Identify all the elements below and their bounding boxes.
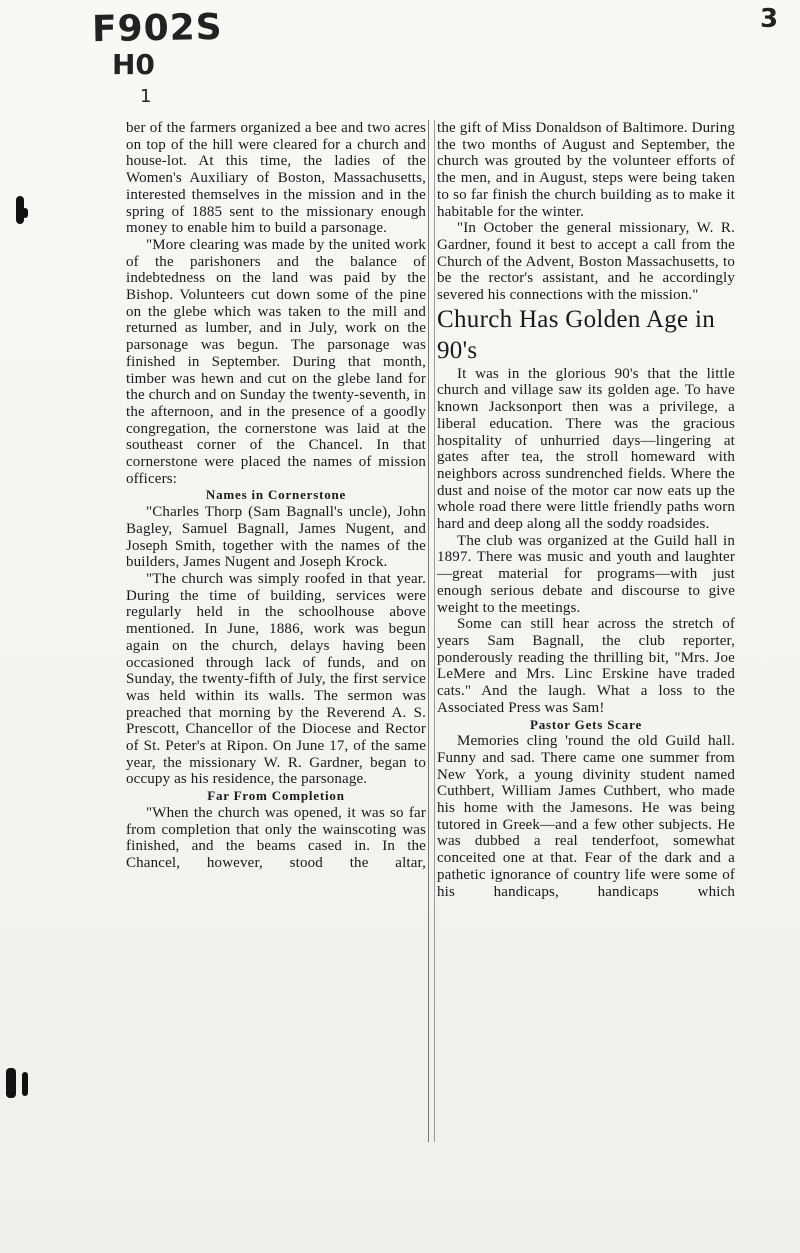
article-column-left <box>126 120 429 1142</box>
section-subhead: Pastor Gets Scare <box>529 716 643 732</box>
section-subhead: Names in Cornerstone <box>205 487 347 503</box>
section-subhead: Far From Completion <box>207 788 345 804</box>
article-paragraph: ber of the farmers organized a bee and two acres on top of the hill were cleared for a church and house-lot. At this time, the ladies of the Women's Auxiliary of Boston, Massachusetts, interested themselves in the mission and in the spring of 1885 sent to the missionary enough money to enable him to build a parsonage. <box>126 120 426 237</box>
article-paragraph: Memories cling 'round the old Guild hall. Funny and sad. There came one summer from New York, a young divinity student named Cuthbert, William James Cuthbert, who made his home with the Jamesons. He was being tutored in Greek—and a few other subjects. He was dubbed a real tenderfoot, somewhat conceited one at that. Fear of the dark and a pathetic ignorance of country life were some of his handicaps, handicaps which <box>437 733 735 900</box>
article-paragraph: "In October the general missionary, W. R. Gardner, found it best to accept a call from the Church of the Advent, Boston Massachusetts, to be the rector's assistant, and he accordingly severed his connections with the mission." <box>437 220 735 304</box>
article-headline: Church Has Golden Age in 90's <box>437 305 715 364</box>
sub-code-annotation: H0 <box>112 48 155 81</box>
item-number-annotation: 1 <box>140 86 152 107</box>
article-paragraph: "More clearing was made by the united work of the parishoners and the balance of indebtedness on the land was paid by the Bishop. Volunteers cut down some of the pine on the glebe which was taken to the mill and returned as lumber, and in July, work on the parsonage was begun. The parsonage was finished in September. During that month, timber was hewn and cut on the glebe land for the church and on Sunday the twenty-seventh, in the afternoon, and in the presence of a goodly congregation, the cornerstone was laid at the southeast corner of the Chancel. In that cornerstone were placed the names of mission officers: <box>126 236 426 487</box>
binding-mark-top-2 <box>22 208 28 218</box>
article-paragraph: The club was organized at the Guild hall in 1897. There was music and youth and laughter—great material for programs—with just enough serious debate and discourse to give weight to the meetings. <box>437 532 735 616</box>
binding-mark-bottom-2 <box>22 1072 28 1096</box>
article-column-right <box>434 120 735 1142</box>
page-number-annotation: 3 <box>760 4 779 34</box>
article-paragraph: the gift of Miss Donaldson of Baltimore. During the two months of August and September, the church was grouted by the volunteer efforts of the men, and in August, steps were being taken to so far finish the church building as to make it habitable for the winter. <box>437 120 735 220</box>
binding-mark-bottom <box>6 1068 16 1098</box>
article-paragraph: "When the church was opened, it was so far from completion that only the wainscoting was finished, and the beams cased in. In the Chancel, however, stood the altar, <box>126 804 426 871</box>
article-paragraph: "Charles Thorp (Sam Bagnall's uncle), John Bagley, Samuel Bagnall, James Nugent, and Joseph Smith, together with the names of the builders, James Nugent and Joseph Krock. <box>126 504 426 571</box>
article-paragraph: Some can still hear across the stretch of years Sam Bagnall, the club reporter, ponderously reading the thrilling bit, "Mrs. Joe LeMere and Mrs. Linc Erskine have traded cats." And the laugh. What a loss to the Associated Press was Sam! <box>437 616 735 716</box>
catalog-number-annotation: F902S <box>91 6 224 51</box>
article-paragraph: "The church was simply roofed in that year. During the time of building, services were regularly held in the schoolhouse above mentioned. In June, 1886, work was begun again on the church, delays having been occasioned through lack of funds, and on Sunday, the twenty-fifth of July, the first service was held within its walls. The sermon was preached that morning by the Reverend A. S. Prescott, Chancellor of the Diocese and Rector of St. Peter's at Ripon. On June 17, of the same year, the missionary W. R. Gardner, began to occupy as his residence, the parsonage. <box>126 570 426 788</box>
article-paragraph: It was in the glorious 90's that the little church and village saw its golden age. To have known Jacksonport then was a privilege, a liberal education. There was the gracious hospitality of unhurried days—lingering at gates after tea, the stroll homeward with neighbors across sundrenched fields. Where the dust and noise of the motor car now eats up the whole road there were little friendly paths worn hard and deep along all the soddy roadsides. <box>437 365 735 533</box>
